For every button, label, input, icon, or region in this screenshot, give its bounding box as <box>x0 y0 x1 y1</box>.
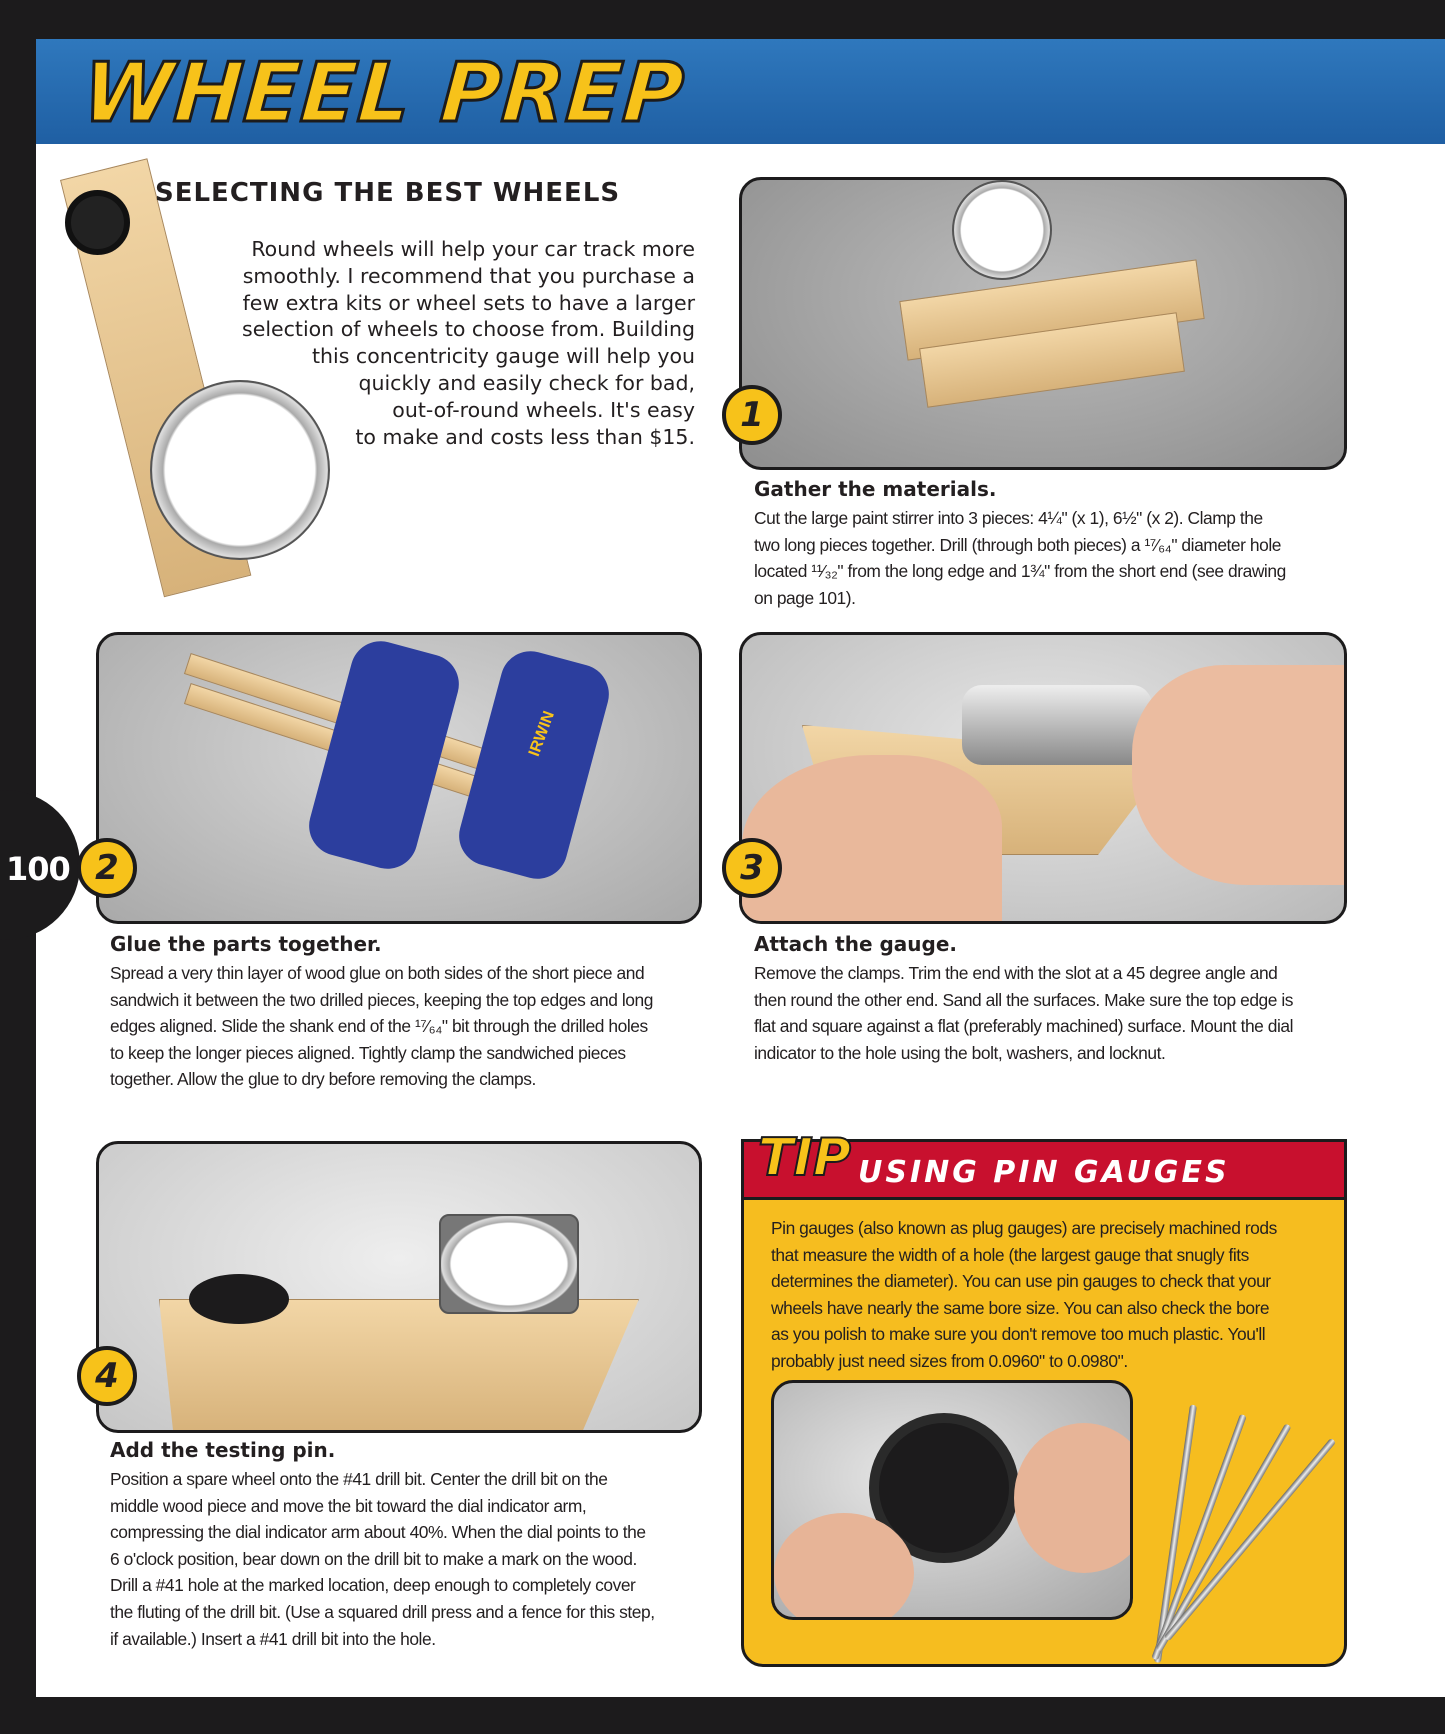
pin-gauge-rods-image <box>1150 1400 1350 1670</box>
text-line: Pin gauges (also known as plug gauges) are precisely machined rods <box>771 1218 1277 1238</box>
page-number: 100 <box>6 850 70 888</box>
intro-text <box>150 236 695 450</box>
text-line: determines the diameter). You can use pin gauges to check that your <box>771 1271 1271 1292</box>
text-line: Remove the clamps. Trim the end with the slot at a 45 degree angle and <box>754 963 1278 983</box>
text-line: two long pieces together. Drill (through both pieces) a ¹⁷⁄₆₄" diameter hole <box>754 534 1281 555</box>
step-4-photo <box>96 1141 702 1433</box>
text-line: together. Allow the glue to dry before removing the clamps. <box>110 1069 536 1090</box>
tip-photo <box>771 1380 1133 1620</box>
text-line: selection of wheels to choose from. Building <box>242 317 695 342</box>
text-line: to keep the longer pieces aligned. Tightly clamp the sandwiched pieces <box>110 1042 626 1063</box>
step-heading: Attach the gauge. <box>754 932 958 956</box>
step-heading: Add the testing pin. <box>110 1438 336 1462</box>
step-1-caption <box>754 477 1286 611</box>
text-line: wheels have nearly the same bore size. You can also check the bore <box>771 1297 1270 1318</box>
text-line: out-of-round wheels. It's easy <box>392 397 695 422</box>
step-4-badge: 4 <box>77 1346 137 1406</box>
text-line: probably just need sizes from 0.0960" to 0.0980". <box>771 1350 1128 1371</box>
step-heading: Gather the materials. <box>754 477 997 501</box>
step-4-caption <box>110 1438 655 1652</box>
text-line: on page 101). <box>754 587 856 608</box>
text-line: as you polish to make sure you don't remove too much plastic. You'll <box>771 1324 1266 1345</box>
text-line: few extra kits or wheel sets to have a larger <box>242 290 695 315</box>
step-1-badge: 1 <box>722 385 782 445</box>
step-2-badge: 2 <box>77 838 137 898</box>
tip-text <box>771 1215 1277 1375</box>
section-heading: SELECTING THE BEST WHEELS <box>155 178 621 208</box>
text-line: Drill a #41 hole at the marked location, deep enough to completely cover <box>110 1575 636 1596</box>
text-line: that measure the width of a hole (the largest gauge that snugly fits <box>771 1244 1249 1265</box>
text-line: Round wheels will help your car track more <box>251 237 695 261</box>
text-line: sandwich it between the two drilled pieces, keeping the top edges and long <box>110 989 653 1010</box>
step-3-photo <box>739 632 1347 924</box>
text-line: middle wood piece and move the bit toward the dial indicator arm, <box>110 1495 587 1516</box>
tip-title: USING PIN GAUGES <box>858 1155 1230 1190</box>
text-line: indicator to the hole using the bolt, washers, and locknut. <box>754 1042 1166 1063</box>
clamp-brand-label: IRWIN <box>525 708 558 759</box>
text-line: then round the other end. Sand all the surfaces. Make sure the top edge is <box>754 989 1294 1010</box>
text-line: located ¹¹⁄₃₂" from the long edge and 1¾" from the short end (see drawing <box>754 561 1286 582</box>
text-line: smoothly. I recommend that you purchase a <box>242 263 695 288</box>
step-heading: Glue the parts together. <box>110 932 382 956</box>
step-1-photo <box>739 177 1347 470</box>
step-2-photo <box>96 632 702 924</box>
wheel-image <box>65 190 130 255</box>
text-line: Spread a very thin layer of wood glue on both sides of the short piece and <box>110 963 645 983</box>
step-3-badge: 3 <box>722 838 782 898</box>
text-line: this concentricity gauge will help you <box>312 344 695 369</box>
text-line: 6 o'clock position, bear down on the drill bit to make a mark on the wood. <box>110 1548 637 1569</box>
page-frame-top <box>0 0 1445 39</box>
step-3-caption <box>754 932 1293 1066</box>
step-2-caption <box>110 932 653 1093</box>
text-line: quickly and easily check for bad, <box>358 370 695 395</box>
text-line: Cut the large paint stirrer into 3 pieces: 4¼" (x 1), 6½" (x 2). Clamp the <box>754 508 1263 528</box>
text-line: the fluting of the drill bit. (Use a squared drill press and a fence for this step, <box>110 1601 655 1622</box>
page-frame-bottom <box>0 1697 1445 1734</box>
text-line: if available.) Insert a #41 drill bit into the hole. <box>110 1628 436 1649</box>
page-title: WHEEL PREP <box>79 46 688 141</box>
text-line: to make and costs less than $15. <box>355 424 695 449</box>
text-line: compressing the dial indicator arm about 40%. When the dial points to the <box>110 1522 646 1543</box>
text-line: Position a spare wheel onto the #41 drill bit. Center the drill bit on the <box>110 1469 608 1489</box>
text-line: flat and square against a flat (preferably machined) surface. Mount the dial <box>754 1016 1294 1037</box>
tip-label: TIP <box>758 1128 851 1188</box>
text-line: edges aligned. Slide the shank end of the ¹⁷⁄₆₄" bit through the drilled holes <box>110 1016 648 1037</box>
